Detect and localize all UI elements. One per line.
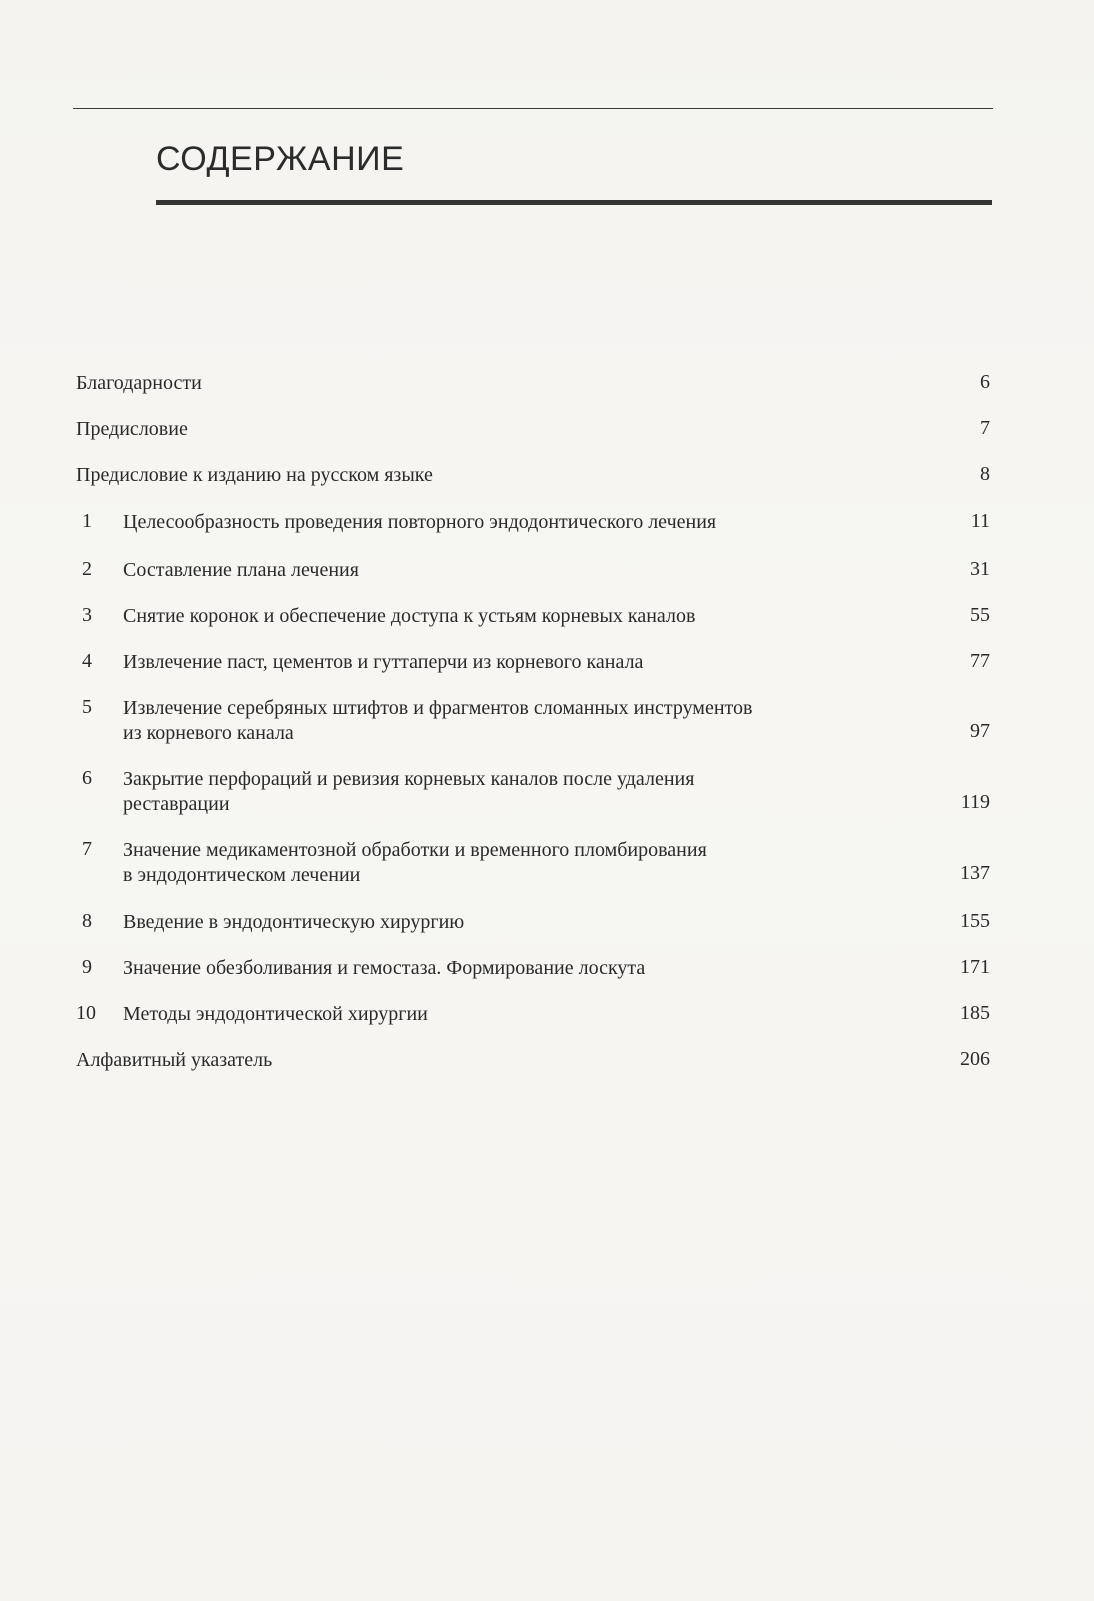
chapter-title: Составление плана лечения bbox=[123, 559, 359, 581]
page-title: СОДЕРЖАНИЕ bbox=[156, 140, 405, 178]
toc-entry-page: 206 bbox=[960, 1048, 990, 1070]
chapter-title: Извлечение паст, цементов и гуттаперчи из корневого канала bbox=[123, 651, 644, 673]
toc-entry-page: 7 bbox=[980, 417, 990, 439]
chapter-title: Снятие коронок и обеспечение доступа к устьям корневых каналов bbox=[123, 605, 696, 627]
chapter-title: Значение обезболивания и гемостаза. Формирование лоскута bbox=[123, 957, 646, 979]
chapter-title-line-2: в эндодонтическом лечении bbox=[123, 864, 361, 886]
chapter-title: Методы эндодонтической хирургии bbox=[123, 1003, 428, 1025]
toc-entry-page: 185 bbox=[960, 1002, 990, 1024]
chapter-number: 10 bbox=[76, 1002, 96, 1024]
toc-entry-page: 171 bbox=[960, 956, 990, 978]
chapter-title: Введение в эндодонтическую хирургию bbox=[123, 911, 465, 933]
top-rule bbox=[73, 108, 993, 109]
toc-entry-page: 137 bbox=[960, 862, 990, 884]
chapter-number: 1 bbox=[82, 510, 92, 532]
title-underline bbox=[156, 200, 992, 205]
toc-entry-page: 155 bbox=[960, 910, 990, 932]
toc-entry-page: 6 bbox=[980, 371, 990, 393]
chapter-number: 7 bbox=[82, 838, 92, 860]
toc-entry-label: Предисловие bbox=[76, 418, 188, 440]
toc-entry-page: 77 bbox=[970, 650, 990, 672]
toc-entry-page: 55 bbox=[970, 604, 990, 626]
chapter-title-line-1: Закрытие перфораций и ревизия корневых каналов после удаления bbox=[123, 768, 695, 790]
chapter-number: 4 bbox=[82, 650, 92, 672]
toc-entry-page: 11 bbox=[970, 510, 990, 532]
toc-entry-page: 119 bbox=[960, 791, 990, 813]
toc-entry-page: 8 bbox=[980, 463, 990, 485]
chapter-title: Целесообразность проведения повторного эндодонтического лечения bbox=[123, 511, 717, 533]
chapter-title-line-2: из корневого канала bbox=[123, 722, 294, 744]
toc-entry-page: 97 bbox=[970, 720, 990, 742]
chapter-number: 9 bbox=[82, 956, 92, 978]
toc-entry-label: Благодарности bbox=[76, 372, 202, 394]
toc-entry-label: Предисловие к изданию на русском языке bbox=[76, 464, 433, 486]
chapter-number: 5 bbox=[82, 696, 92, 718]
chapter-title-line-2: реставрации bbox=[123, 793, 230, 815]
chapter-title-line-1: Извлечение серебряных штифтов и фрагментов сломанных инструментов bbox=[123, 697, 753, 719]
toc-entry-page: 31 bbox=[970, 558, 990, 580]
chapter-title-line-1: Значение медикаментозной обработки и временного пломбирования bbox=[123, 839, 707, 861]
chapter-number: 8 bbox=[82, 910, 92, 932]
chapter-number: 2 bbox=[82, 558, 92, 580]
chapter-number: 3 bbox=[82, 604, 92, 626]
chapter-number: 6 bbox=[82, 767, 92, 789]
toc-entry-label: Алфавитный указатель bbox=[76, 1049, 273, 1071]
